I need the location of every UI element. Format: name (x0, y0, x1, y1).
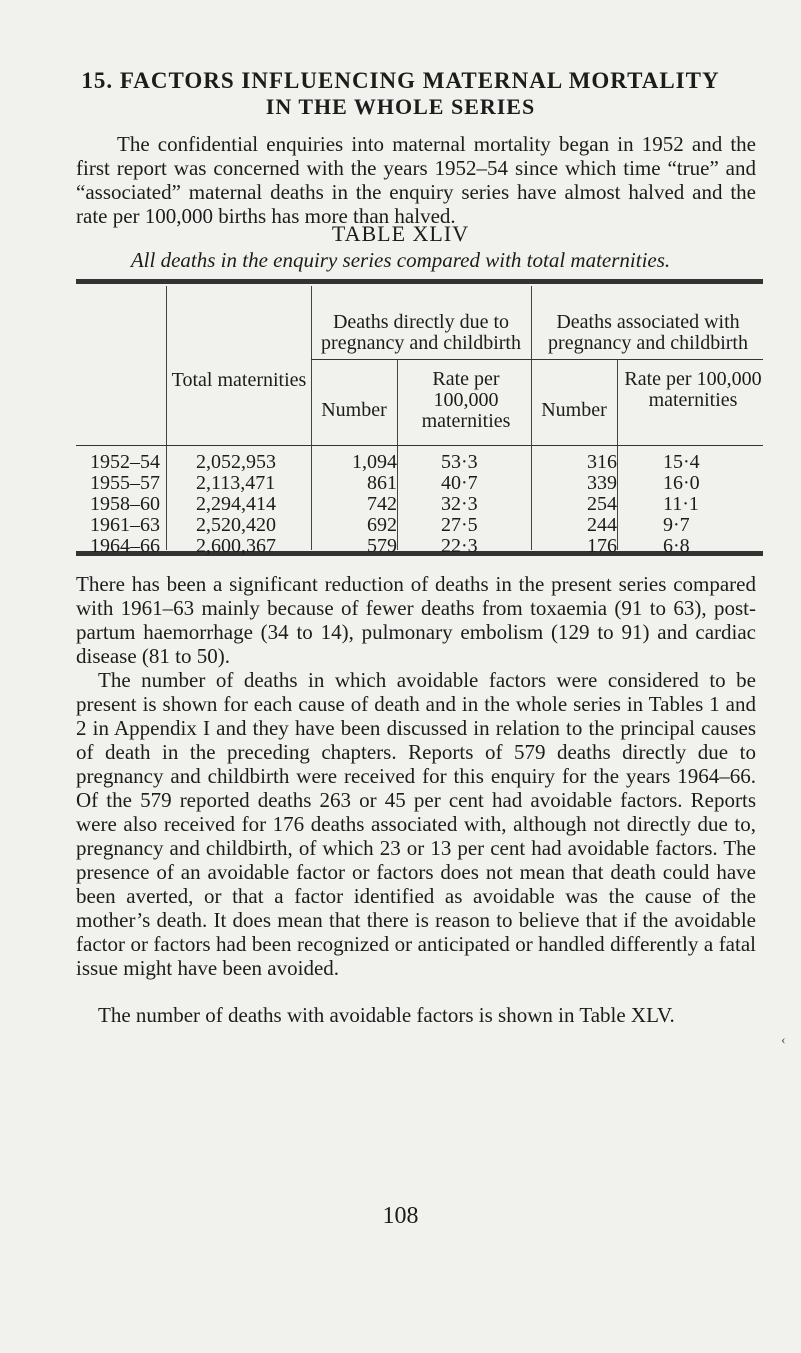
row-total: 2,520,420 (196, 514, 276, 536)
row-assoc-number: 316 (587, 451, 617, 473)
row-direct-number: 1,094 (352, 451, 397, 473)
row-period: 1961–63 (90, 514, 160, 536)
row-direct-rate: 27·5 (441, 514, 478, 536)
row-direct-number: 861 (367, 472, 397, 494)
section-subheading: IN THE WHOLE SERIES (265, 94, 536, 119)
page-number: 108 (382, 1203, 419, 1229)
table-title: TABLE XLIV (331, 221, 470, 246)
row-assoc-rate: 15·4 (663, 451, 700, 473)
row-assoc-rate: 16·0 (663, 472, 700, 494)
body-paragraph: The number of deaths with avoidable factors is shown in Table XLV. (98, 1003, 675, 1027)
row-direct-rate: 22·3 (441, 535, 478, 557)
header-assoc-number: Number (541, 399, 607, 421)
row-total: 2,052,953 (196, 451, 276, 473)
row-total: 2,113,471 (196, 472, 276, 494)
row-assoc-number: 176 (587, 535, 617, 557)
header-associated-deaths: Deaths associated with pregnancy and childbirth (548, 311, 748, 354)
row-assoc-rate: 6·8 (663, 535, 690, 557)
header-direct-number: Number (321, 399, 387, 421)
row-assoc-rate: 11·1 (663, 493, 699, 515)
header-total-maternities: Total maternities (171, 369, 307, 391)
row-assoc-number: 244 (587, 514, 617, 536)
row-direct-number: 579 (367, 535, 397, 557)
intro-paragraph: The confidential enquiries into maternal mortality began in 1952 and the first report was concerned with the years 1952–54 since which time “true” and “associated” maternal deaths in the enquiry series have almost halved and the rate per 100,000 births has more than halved. (76, 132, 756, 228)
row-direct-number: 742 (367, 493, 397, 515)
table-bottom-rule (76, 551, 763, 556)
row-assoc-number: 254 (587, 493, 617, 515)
section-heading: 15. FACTORS INFLUENCING MATERNAL MORTALITY (81, 68, 720, 93)
column-divider (617, 360, 618, 550)
row-direct-rate: 53·3 (441, 451, 478, 473)
header-direct-deaths: Deaths directly due to pregnancy and childbirth (321, 311, 521, 354)
body-paragraph: There has been a significant reduction of deaths in the present series compared with 1961–63 mainly because of fewer deaths from toxaemia (91 to 63), post-partum haemorrhage (34 to 14), pulmonary embolism (129 to 91) and cardiac disease (81 to 50). (76, 572, 756, 668)
column-divider (166, 286, 167, 550)
header-assoc-rate: Rate per 100,000 maternities (624, 368, 762, 411)
body-paragraph: The number of deaths in which avoidable factors were considered to be present is shown for each cause of death and in the whole series in Tables 1 and 2 in Appendix I and they have been discussed in relation to the principal causes of death in the preceding chapters. Reports of 579 deaths directly due to pregnancy and childbirth were received for this enquiry for the years 1964–66. Of the 579 reported deaths 263 or 45 per cent had avoidable factors. Reports were also received for 176 deaths associated with, although not directly due to, pregnancy and childbirth, of which 23 or 13 per cent had avoidable factors. The presence of an avoidable factor or factors does not mean that death could have been averted, or that a factor identified as avoidable was the cause of the mother’s death. It does mean that there is reason to believe that if the avoidable factor or factors had been recognized or anticipated or handled differently a fatal issue might have been avoided. (76, 668, 756, 980)
header-direct-rate: Rate per 100,000 maternities (421, 368, 511, 432)
row-direct-rate: 32·3 (441, 493, 478, 515)
row-direct-number: 692 (367, 514, 397, 536)
row-period: 1955–57 (90, 472, 160, 494)
row-assoc-number: 339 (587, 472, 617, 494)
row-total: 2,294,414 (196, 493, 276, 515)
header-rule (311, 359, 763, 360)
row-direct-rate: 40·7 (441, 472, 478, 494)
table-caption: All deaths in the enquiry series compared with total maternities. (130, 248, 671, 272)
row-period: 1958–60 (90, 493, 160, 515)
header-bottom-rule (76, 445, 763, 446)
column-divider (397, 360, 398, 550)
table-top-rule (76, 279, 763, 284)
row-assoc-rate: 9·7 (663, 514, 690, 536)
row-period: 1964–66 (90, 535, 160, 557)
row-total: 2,600,367 (196, 535, 276, 557)
row-period: 1952–54 (90, 451, 160, 473)
margin-mark: ‹ (781, 1033, 786, 1048)
